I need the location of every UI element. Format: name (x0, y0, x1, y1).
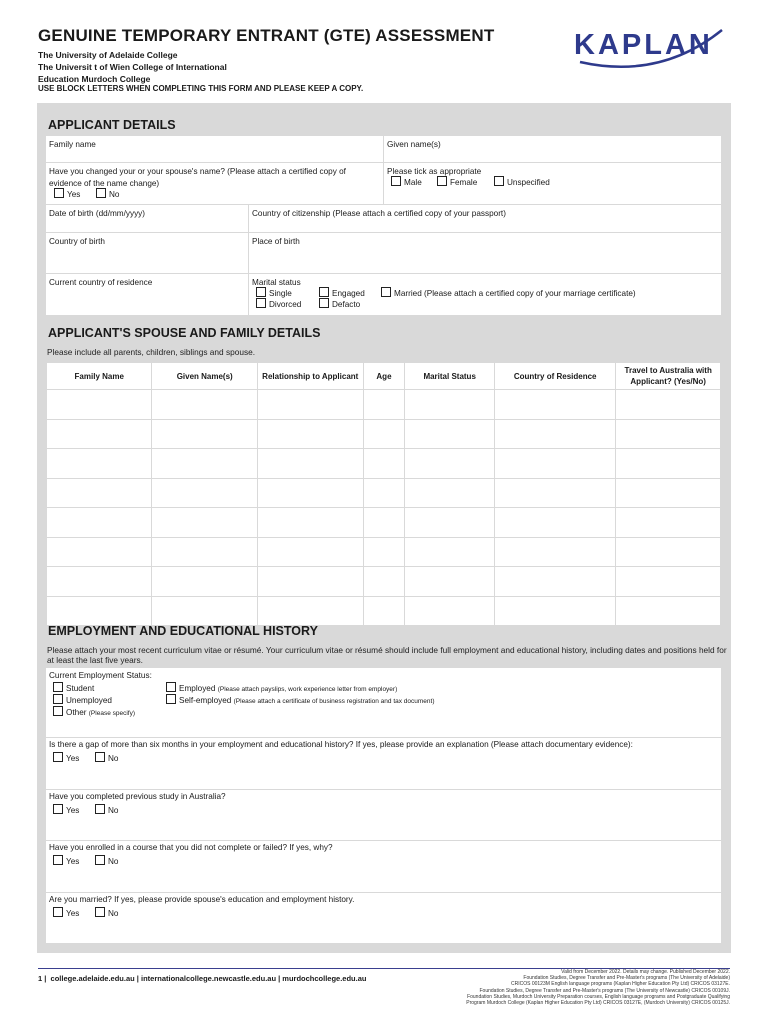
website-links[interactable]: college.adelaide.edu.au | internationalcollege.newcastle.edu.au | murdochcollege.edu.au (50, 974, 367, 983)
fine-print-line: Valid from December 2022. Details may change. Published December 2022. (561, 969, 730, 975)
family-table-cell[interactable] (47, 508, 151, 537)
family-table-row (47, 597, 720, 626)
family-table-cell[interactable] (405, 567, 494, 596)
family-table-cell[interactable] (47, 479, 151, 508)
footer-links: 1 | college.adelaide.edu.au | internationalcollege.newcastle.edu.au | murdochcollege.edu.au (38, 974, 367, 983)
family-table-cell[interactable] (152, 420, 257, 449)
family-table-cell[interactable] (495, 449, 615, 478)
status-employed[interactable]: Employed (Please attach payslips, work experience letter from employer) (166, 682, 397, 693)
family-table-cell[interactable] (47, 420, 151, 449)
gender-male[interactable]: Male (391, 176, 422, 187)
marital-single[interactable]: Single (256, 287, 292, 298)
status-student[interactable]: Student (53, 682, 94, 693)
family-table-row (47, 538, 720, 567)
dob-field[interactable] (46, 205, 248, 232)
col-family-name: Family Name (47, 363, 151, 389)
family-table-cell[interactable] (152, 390, 257, 419)
family-table-cell[interactable] (616, 449, 720, 478)
college-line-1: The University of Adelaide College (38, 50, 178, 60)
col-country-residence: Country of Residence (495, 363, 615, 389)
status-other[interactable]: Other (Please specify) (53, 706, 135, 717)
family-table-cell[interactable] (495, 479, 615, 508)
family-table-cell[interactable] (364, 449, 405, 478)
page-number: 1 (38, 974, 43, 983)
marital-status-field (249, 274, 721, 315)
family-name-label: Family name (49, 140, 96, 149)
employment-heading: EMPLOYMENT AND EDUCATIONAL HISTORY (48, 624, 318, 638)
kaplan-logo (570, 20, 728, 72)
gap-question: Is there a gap of more than six months in your employment and educational history? If yes, please provide an explanation (Please attach documentary evidence): (49, 740, 633, 749)
gender-female[interactable]: Female (437, 176, 477, 187)
family-table (46, 362, 721, 626)
name-change-yes[interactable]: Yes (54, 188, 80, 199)
family-table-cell[interactable] (616, 479, 720, 508)
study-question: Have you completed previous study in Australia? (49, 792, 226, 801)
residence-label: Current country of residence (49, 278, 153, 287)
family-table-cell[interactable] (364, 479, 405, 508)
family-table-cell[interactable] (405, 390, 494, 419)
family-table-cell[interactable] (495, 538, 615, 567)
col-travel: Travel to Australia with Applicant? (Yes/No) (616, 363, 720, 389)
family-table-cell[interactable] (47, 538, 151, 567)
fine-print-line: Foundation Studies, Degree Transfer and Pre-Master's programs (The University of Adelaide) (523, 975, 730, 982)
gap-yes[interactable]: Yes (53, 752, 79, 763)
study-yes[interactable]: Yes (53, 804, 79, 815)
family-table-body (47, 390, 720, 625)
family-table-cell[interactable] (405, 449, 494, 478)
country-birth-field[interactable] (46, 233, 248, 273)
family-table-cell[interactable] (495, 390, 615, 419)
family-table-cell[interactable] (364, 508, 405, 537)
col-age: Age (364, 363, 405, 389)
enrol-no[interactable]: No (95, 855, 118, 866)
family-table-header (47, 363, 720, 389)
divider (46, 840, 721, 841)
family-table-cell[interactable] (364, 597, 405, 626)
college-line-3: Education Murdoch College (38, 74, 151, 84)
family-table-row (47, 449, 720, 478)
family-table-cell[interactable] (616, 538, 720, 567)
family-table-cell[interactable] (364, 390, 405, 419)
family-table-cell[interactable] (495, 508, 615, 537)
college-line-2: The Universit t of Wien College of International (38, 62, 227, 72)
family-table-cell[interactable] (405, 479, 494, 508)
family-table-cell[interactable] (616, 567, 720, 596)
form-title: GENUINE TEMPORARY ENTRANT (GTE) ASSESSMENT (38, 26, 495, 45)
given-names-label: Given name(s) (387, 140, 441, 149)
family-table-cell[interactable] (258, 420, 363, 449)
family-table-cell[interactable] (616, 420, 720, 449)
study-no[interactable]: No (95, 804, 118, 815)
place-birth-label: Place of birth (252, 237, 300, 246)
family-table-cell[interactable] (258, 508, 363, 537)
family-table-cell[interactable] (258, 449, 363, 478)
family-table-cell[interactable] (364, 420, 405, 449)
family-table-cell[interactable] (47, 567, 151, 596)
enrol-yes[interactable]: Yes (53, 855, 79, 866)
marital-defacto[interactable]: Defacto (319, 298, 360, 309)
family-table-cell[interactable] (258, 538, 363, 567)
applicant-details-heading: APPLICANT DETAILS (48, 118, 176, 132)
footer-fine-print (400, 969, 730, 1006)
family-note: Please include all parents, children, siblings and spouse. (47, 347, 256, 357)
family-table-cell[interactable] (405, 420, 494, 449)
employment-note: Please attach your most recent curriculum vitae or résumé. Your curriculum vitae or résumé should include full employment and educational history, including dates and positions held for at least the last five years. (47, 645, 727, 665)
status-self-employed[interactable]: Self-employed (Please attach a certificate of business registration and tax document) (166, 694, 435, 705)
fine-print-line: Foundation Studies, Murdoch University Preparation courses, English language programs and Postgraduate Qualifying (467, 993, 730, 1000)
name-change-label: Have you changed your or your spouse's name? (Please attach a certified copy of evidence of the name change) (49, 167, 346, 188)
name-change-field (46, 163, 383, 204)
family-table-cell[interactable] (616, 508, 720, 537)
family-table-cell[interactable] (258, 390, 363, 419)
marital-label: Marital status (252, 278, 301, 287)
family-table-cell[interactable] (152, 538, 257, 567)
family-table-cell[interactable] (405, 508, 494, 537)
gender-unspecified[interactable]: Unspecified (494, 176, 550, 187)
citizenship-label: Country of citizenship (Please attach a certified copy of your passport) (252, 209, 506, 218)
block-letters-instruction: USE BLOCK LETTERS WHEN COMPLETING THIS FORM AND PLEASE KEEP A COPY. (38, 84, 364, 93)
family-table-row (47, 479, 720, 508)
family-details-heading: APPLICANT'S SPOUSE AND FAMILY DETAILS (48, 326, 321, 340)
family-table-row (47, 567, 720, 596)
family-table-cell[interactable] (258, 479, 363, 508)
marital-engaged[interactable]: Engaged (319, 287, 365, 298)
married-question: Are you married? If yes, please provide spouse's education and employment history. (49, 895, 355, 904)
family-table-cell[interactable] (152, 479, 257, 508)
fine-print-line: Foundation Studies, Degree Transfer and Pre-Master's programs (The University of Newcastle) CRICOS 00109J. (479, 987, 730, 994)
family-table-cell[interactable] (495, 567, 615, 596)
family-table-cell[interactable] (152, 449, 257, 478)
family-table-cell[interactable] (364, 538, 405, 567)
family-table-cell[interactable] (47, 597, 151, 626)
col-marital-status: Marital Status (405, 363, 494, 389)
family-table-cell[interactable] (364, 567, 405, 596)
divider (46, 737, 721, 738)
family-table-row (47, 508, 720, 537)
col-given-names: Given Name(s) (152, 363, 257, 389)
family-table-cell[interactable] (152, 567, 257, 596)
marital-married[interactable]: Married (Please attach a certified copy of your marriage certificate) (381, 287, 636, 298)
name-change-no[interactable]: No (96, 188, 119, 199)
fine-print-line: CRICOS 00123M English language programs (Kaplan Higher Education Pty Ltd) CRICOS 03127E. (510, 981, 730, 988)
enrol-question: Have you enrolled in a course that you did not complete or failed? If yes, why? (49, 843, 333, 852)
citizenship-field[interactable] (249, 205, 721, 232)
marital-divorced[interactable]: Divorced (256, 298, 301, 309)
family-table-cell[interactable] (47, 449, 151, 478)
divider (46, 789, 721, 790)
gap-no[interactable]: No (95, 752, 118, 763)
place-birth-field[interactable] (249, 233, 721, 273)
dob-label: Date of birth (dd/mm/yyyy) (49, 209, 145, 218)
family-table-cell[interactable] (258, 567, 363, 596)
col-relationship: Relationship to Applicant (258, 363, 363, 389)
family-table-cell[interactable] (495, 597, 615, 626)
fine-print-line: Program Murdoch College (Kaplan Higher Education Pty Ltd) CRICOS 03127E, (Murdoch University) CRICOS 00125J. (466, 1000, 730, 1007)
family-table-cell[interactable] (405, 538, 494, 567)
gender-label: Please tick as appropriate (387, 167, 482, 176)
family-table-cell[interactable] (405, 597, 494, 626)
divider (46, 892, 721, 893)
given-names-field[interactable] (384, 136, 721, 162)
family-name-field[interactable] (46, 136, 383, 162)
employment-status-label: Current Employment Status: (49, 671, 152, 680)
family-table-cell[interactable] (258, 597, 363, 626)
family-table-cell[interactable] (152, 508, 257, 537)
logo-text: KAPLAN (574, 29, 713, 61)
gender-field (384, 163, 721, 204)
country-birth-label: Country of birth (49, 237, 105, 246)
married-yes[interactable]: Yes (53, 907, 79, 918)
family-table-cell[interactable] (616, 597, 720, 626)
family-table-cell[interactable] (616, 390, 720, 419)
family-table-cell[interactable] (495, 420, 615, 449)
status-unemployed[interactable]: Unemployed (53, 694, 112, 705)
family-table-row (47, 390, 720, 419)
family-table-cell[interactable] (152, 597, 257, 626)
family-table-row (47, 420, 720, 449)
married-no[interactable]: No (95, 907, 118, 918)
residence-field[interactable] (46, 274, 248, 315)
family-table-cell[interactable] (47, 390, 151, 419)
